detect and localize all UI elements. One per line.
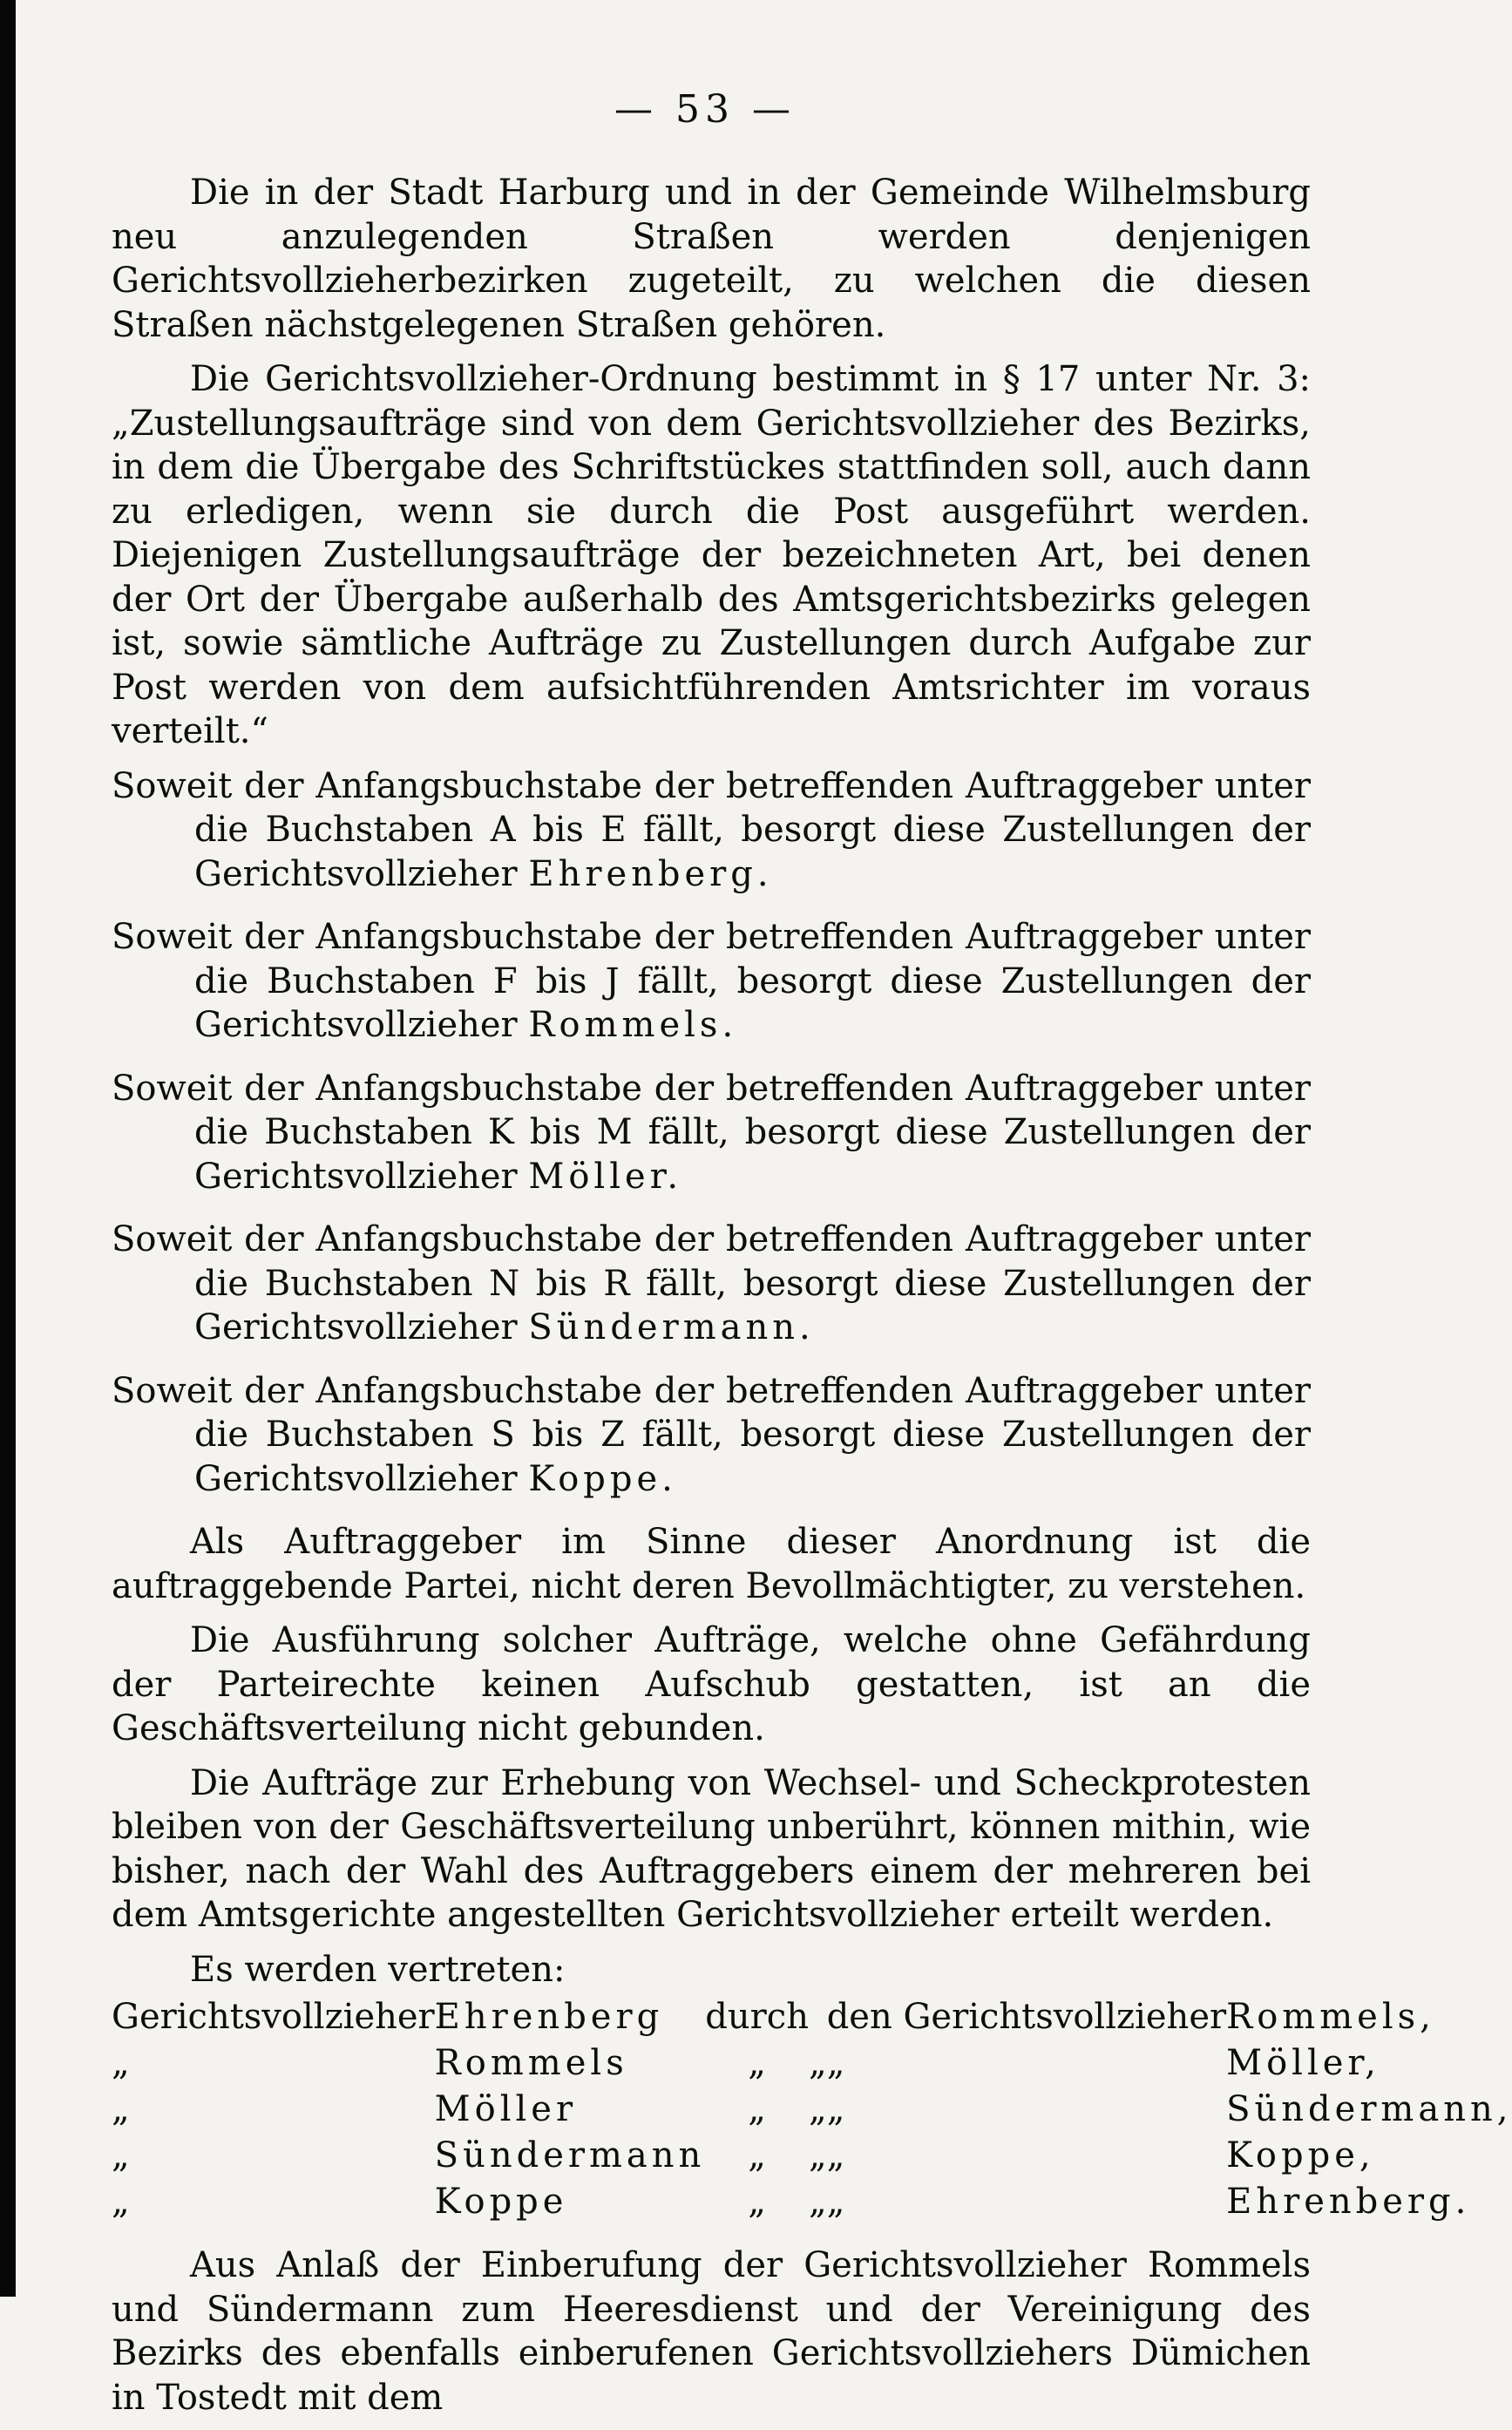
ditto-mark: „	[748, 2089, 766, 2129]
ditto-mark: „	[748, 2043, 766, 2083]
substitution-table	[112, 1995, 1512, 2226]
assignment-n-r	[112, 1218, 1311, 1350]
substitute-name: Rommels,	[1226, 1997, 1435, 2037]
assignment-text: Soweit der Anfangsbuchstabe der betreffenden Auftraggeber unter die Buchstaben S bis Z fällt, besorgt diese Zustellungen der Gerichtsvollzieher	[112, 1370, 1311, 1499]
ditto-mark	[809, 1995, 827, 2041]
ditto-mark: durch	[705, 1997, 809, 2037]
paragraph-new-streets: Die in der Stadt Harburg und in der Gemeinde Wilhelmsburg neu anzulegenden Straßen werden denjenigen Gerichtsvollzieherbezirken zugeteilt, zu welchen die diesen Straßen nächstgelegenen Straßen gehören.	[112, 173, 1311, 345]
bailiff-name: Rommels.	[528, 1005, 738, 1045]
assignment-k-m	[112, 1067, 1311, 1199]
assignment-text: Soweit der Anfangsbuchstabe der betreffenden Auftraggeber unter die Buchstaben F bis J fällt, besorgt diese Zustellungen der Gerichtsvollzieher	[112, 917, 1311, 1045]
bailiff-name: Möller	[434, 2089, 578, 2129]
assignment-text: Soweit der Anfangsbuchstabe der betreffenden Auftraggeber unter die Buchstaben N bis R fällt, besorgt diese Zustellungen der Gerichtsvollzieher	[112, 1219, 1311, 1347]
paragraph-protests: Die Aufträge zur Erhebung von Wechsel- und Scheckprotesten bleiben von der Geschäftsverteilung unberührt, können mithin, wie bisher, nach der Wahl des Auftraggebers einem der mehreren bei dem Amtsgerichte angestellten Gerichtsvollzieher erteilt werden.	[112, 1762, 1311, 1935]
assignment-text: Soweit der Anfangsbuchstabe der betreffenden Auftraggeber unter die Buchstaben A bis E fällt, besorgt diese Zustellungen der Gerichtsvollzieher	[112, 765, 1311, 894]
ditto-mark: „	[808, 2089, 827, 2129]
table-row	[112, 2087, 1512, 2134]
bailiff-name: Sündermann.	[528, 1307, 815, 1347]
assignment-a-e	[112, 764, 1311, 897]
row-label: „	[112, 2043, 130, 2083]
table-row	[112, 2041, 1512, 2087]
row-label: Gerichtsvollzieher	[112, 1997, 435, 2037]
ditto-mark: „	[748, 2182, 766, 2222]
ditto-mark: „	[808, 2043, 827, 2083]
substitute-name: Sündermann,	[1226, 2089, 1512, 2129]
table-row	[112, 2134, 1512, 2180]
paragraph-client-definition: Als Auftraggeber im Sinne dieser Anordnung ist die auftraggebende Partei, nicht deren Bevollmächtigter, zu verstehen.	[112, 1522, 1311, 1606]
bailiff-name: Sündermann	[434, 2135, 706, 2175]
page-number: — 53 —	[614, 87, 796, 132]
paragraph-urgent-orders: Die Ausführung solcher Aufträge, welche ohne Gefährdung der Parteirechte keinen Aufschub gestatten, ist an die Geschäftsverteilung nicht gebunden.	[112, 1620, 1311, 1748]
ditto-mark: „	[808, 2182, 827, 2222]
ditto-mark: „	[748, 2135, 766, 2175]
substitute-name: Möller,	[1226, 2043, 1380, 2083]
by-label: „	[826, 2043, 845, 2083]
bailiff-name: Koppe.	[528, 1458, 677, 1499]
bailiff-name: Möller.	[528, 1156, 683, 1197]
substitute-name: Ehrenberg.	[1226, 2182, 1471, 2222]
substitute-name: Koppe,	[1226, 2135, 1375, 2175]
row-label: „	[112, 2182, 130, 2222]
bailiff-name: Koppe	[434, 2182, 568, 2222]
substitution-section	[112, 1948, 1512, 2227]
by-label: „	[826, 2089, 845, 2129]
bailiff-name: Ehrenberg	[434, 1997, 664, 2037]
table-row	[112, 1995, 1512, 2041]
substitution-heading: Es werden vertreten:	[190, 1949, 566, 1990]
assignment-s-z	[112, 1369, 1311, 1502]
bailiff-name: Rommels	[434, 2043, 628, 2083]
bailiff-name: Ehrenberg.	[528, 853, 773, 894]
table-row	[112, 2180, 1512, 2226]
assignment-f-j	[112, 915, 1311, 1048]
ditto-mark: „	[808, 2135, 827, 2175]
by-label: „	[826, 2182, 845, 2222]
row-label: „	[112, 2135, 130, 2175]
by-label: „	[826, 2135, 845, 2175]
paragraph-conscription: Aus Anlaß der Einberufung der Gerichtsvollzieher Rommels und Sündermann zum Heeresdienst und der Vereinigung des Bezirks des ebenfalls einberufenen Gerichtsvollziehers Dümichen in Tostedt mit dem	[112, 2245, 1311, 2418]
assignment-text: Soweit der Anfangsbuchstabe der betreffenden Auftraggeber unter die Buchstaben K bis M fällt, besorgt diese Zustellungen der Gerichtsvollzieher	[112, 1068, 1311, 1197]
by-label: den Gerichtsvollzieher	[826, 1997, 1227, 2037]
paragraph-order-quote: Die Gerichtsvollzieher-Ordnung bestimmt in § 17 unter Nr. 3: „Zustellungsaufträge sind von dem Gerichtsvollzieher des Bezirks, in dem die Übergabe des Schriftstückes stattfinden soll, auch dann zu erledigen, wenn sie durch die Post ausgeführt werden. Diejenigen Zustellungsaufträge der bezeichneten Art, bei denen der Ort der Übergabe außerhalb des Amtsgerichtsbezirks gelegen ist, sowie sämtliche Aufträge zu Zustellungen durch Aufgabe zur Post werden von dem aufsichtführenden Amtsrichter im voraus verteilt.“	[112, 359, 1311, 751]
body-text	[112, 171, 1512, 2430]
row-label: „	[112, 2089, 130, 2129]
